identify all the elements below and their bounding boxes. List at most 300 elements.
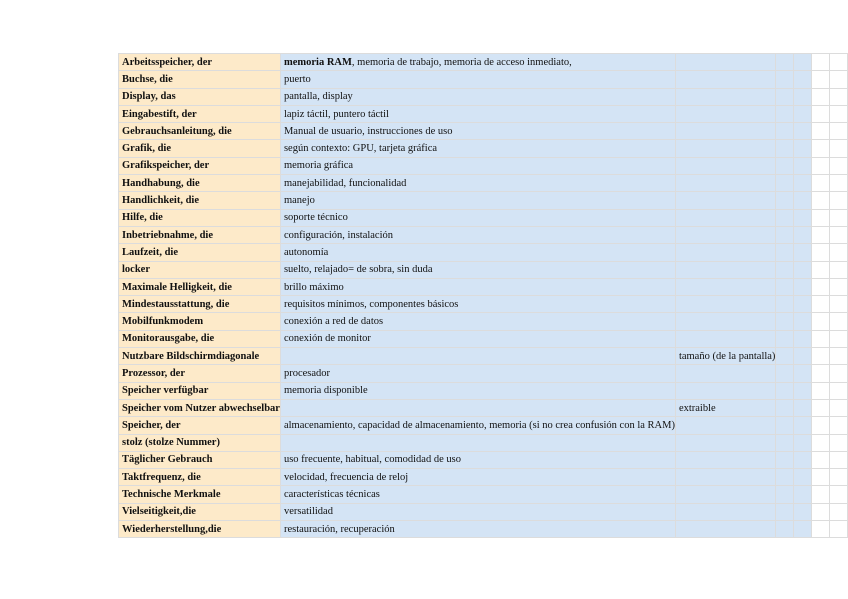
spanish-cell[interactable] bbox=[280, 486, 675, 503]
spanish-cell[interactable] bbox=[776, 244, 794, 261]
spanish-cell[interactable] bbox=[675, 209, 776, 226]
empty-cell[interactable] bbox=[830, 105, 848, 122]
empty-cell[interactable] bbox=[830, 382, 848, 399]
german-term-cell[interactable] bbox=[119, 348, 281, 365]
table-row bbox=[119, 451, 848, 468]
german-term: Display, das bbox=[122, 91, 176, 103]
spanish-cell[interactable] bbox=[776, 330, 794, 347]
spanish-cell[interactable] bbox=[794, 123, 812, 140]
german-term: Buchse, die bbox=[122, 73, 173, 85]
spanish-cell[interactable] bbox=[675, 123, 776, 140]
spanish-cell[interactable] bbox=[280, 88, 675, 105]
spanish-translation bbox=[284, 472, 408, 483]
german-term-cell[interactable] bbox=[119, 417, 281, 434]
spanish-cell[interactable] bbox=[280, 521, 675, 538]
spanish-cell[interactable] bbox=[675, 278, 776, 295]
german-term: Mobilfunkmodem bbox=[122, 316, 204, 328]
german-term-cell[interactable] bbox=[119, 382, 281, 399]
table-row bbox=[119, 469, 848, 486]
spanish-translation-text: versatilidad bbox=[283, 506, 333, 518]
spanish-cell[interactable] bbox=[776, 451, 794, 468]
spanish-cell[interactable] bbox=[794, 330, 812, 347]
empty-cell[interactable] bbox=[812, 503, 830, 520]
table-row bbox=[119, 382, 848, 399]
spanish-cell[interactable] bbox=[794, 486, 812, 503]
german-term: Taktfrequenz, die bbox=[122, 471, 201, 483]
spanish-cell[interactable] bbox=[280, 451, 675, 468]
empty-cell[interactable] bbox=[812, 157, 830, 174]
spanish-translation-text: conexión a red de datos bbox=[283, 316, 384, 328]
glossary-table bbox=[118, 53, 848, 538]
empty-cell[interactable] bbox=[830, 192, 848, 209]
spanish-cell[interactable] bbox=[675, 486, 776, 503]
empty-cell[interactable] bbox=[830, 71, 848, 88]
empty-cell[interactable] bbox=[830, 348, 848, 365]
empty-cell[interactable] bbox=[830, 330, 848, 347]
empty-cell[interactable] bbox=[830, 469, 848, 486]
german-term-cell[interactable] bbox=[119, 469, 281, 486]
empty-cell[interactable] bbox=[830, 486, 848, 503]
spanish-translation bbox=[284, 333, 371, 344]
spanish-cell[interactable] bbox=[280, 365, 675, 382]
spanish-translation-text: uso frecuente, habitual, comodidad de uso bbox=[283, 454, 461, 466]
spanish-translation-text: restauración, recuperación bbox=[283, 523, 395, 535]
german-term: Hilfe, die bbox=[122, 212, 163, 224]
table-row bbox=[119, 503, 848, 520]
spreadsheet bbox=[118, 53, 848, 538]
spanish-cell[interactable] bbox=[776, 105, 794, 122]
german-term: Speicher vom Nutzer abwechselbar bbox=[122, 402, 280, 414]
spanish-cell[interactable] bbox=[794, 175, 812, 192]
spanish-translation bbox=[284, 264, 433, 275]
empty-cell[interactable] bbox=[812, 451, 830, 468]
spanish-translation-text: velocidad, frecuencia de reloj bbox=[283, 471, 409, 483]
german-term-cell[interactable] bbox=[119, 399, 281, 416]
spanish-translation bbox=[284, 368, 330, 379]
spanish-translation-text: brillo máximo bbox=[283, 281, 344, 293]
empty-cell[interactable] bbox=[830, 226, 848, 243]
spanish-translation-text: lapiz táctil, puntero táctil bbox=[283, 108, 389, 120]
empty-cell[interactable] bbox=[812, 469, 830, 486]
spanish-cell[interactable] bbox=[280, 261, 675, 278]
german-term: Täglicher Gebrauch bbox=[122, 454, 213, 466]
spanish-translation-text: conexión de monitor bbox=[283, 333, 371, 345]
spanish-cell[interactable] bbox=[280, 157, 675, 174]
german-term-cell[interactable] bbox=[119, 278, 281, 295]
german-term: stolz (stolze Nummer) bbox=[122, 437, 220, 449]
empty-cell[interactable] bbox=[812, 382, 830, 399]
empty-cell[interactable] bbox=[812, 486, 830, 503]
spanish-cell[interactable] bbox=[794, 399, 812, 416]
spanish-translation bbox=[284, 385, 368, 396]
spanish-cell[interactable] bbox=[280, 175, 675, 192]
spanish-translation bbox=[679, 351, 776, 362]
spanish-cell[interactable] bbox=[280, 226, 675, 243]
table-row bbox=[119, 330, 848, 347]
german-term: Handhabung, die bbox=[122, 177, 200, 189]
empty-cell[interactable] bbox=[830, 399, 848, 416]
spanish-cell[interactable] bbox=[794, 278, 812, 295]
empty-cell[interactable] bbox=[830, 365, 848, 382]
spanish-translation-text: tamaño (de la pantalla) bbox=[678, 350, 776, 362]
spanish-translation-text: manejo bbox=[283, 195, 315, 207]
german-term-cell[interactable] bbox=[119, 157, 281, 174]
spanish-cell[interactable] bbox=[280, 434, 675, 451]
german-term-cell[interactable] bbox=[119, 175, 281, 192]
german-term-cell[interactable] bbox=[119, 330, 281, 347]
spanish-cell[interactable] bbox=[776, 521, 794, 538]
german-term-cell[interactable] bbox=[119, 226, 281, 243]
empty-cell[interactable] bbox=[830, 278, 848, 295]
spanish-cell[interactable] bbox=[675, 157, 776, 174]
spanish-cell[interactable] bbox=[794, 382, 812, 399]
empty-cell[interactable] bbox=[830, 209, 848, 226]
spanish-cell[interactable] bbox=[776, 399, 794, 416]
empty-cell[interactable] bbox=[830, 521, 848, 538]
german-term-cell[interactable] bbox=[119, 503, 281, 520]
spanish-cell[interactable] bbox=[776, 313, 794, 330]
empty-cell[interactable] bbox=[812, 434, 830, 451]
empty-cell[interactable] bbox=[812, 278, 830, 295]
spanish-cell[interactable] bbox=[280, 503, 675, 520]
spanish-cell[interactable] bbox=[794, 88, 812, 105]
spanish-cell[interactable] bbox=[280, 469, 675, 486]
spanish-cell[interactable] bbox=[280, 348, 675, 365]
table-row bbox=[119, 348, 848, 365]
empty-cell[interactable] bbox=[812, 54, 830, 71]
german-term: Vielseitigkeit,die bbox=[122, 506, 196, 518]
spanish-cell[interactable] bbox=[794, 451, 812, 468]
spanish-translation-text: procesador bbox=[283, 367, 331, 379]
spanish-translation bbox=[284, 57, 572, 68]
spanish-cell[interactable] bbox=[675, 365, 776, 382]
spanish-cell[interactable] bbox=[675, 521, 776, 538]
german-term-cell[interactable] bbox=[119, 88, 281, 105]
spanish-cell[interactable] bbox=[794, 521, 812, 538]
spanish-translation bbox=[284, 316, 383, 327]
spanish-cell[interactable] bbox=[280, 244, 675, 261]
german-term: Grafik, die bbox=[122, 143, 171, 155]
spanish-cell[interactable] bbox=[794, 157, 812, 174]
german-term: Maximale Helligkeit, die bbox=[122, 281, 232, 293]
spanish-cell[interactable] bbox=[776, 157, 794, 174]
empty-cell[interactable] bbox=[812, 330, 830, 347]
spanish-cell[interactable] bbox=[776, 54, 794, 71]
spanish-cell[interactable] bbox=[280, 296, 675, 313]
spanish-cell[interactable] bbox=[280, 192, 675, 209]
spanish-cell[interactable] bbox=[675, 192, 776, 209]
empty-cell[interactable] bbox=[812, 417, 830, 434]
spanish-translation-text: configuración, instalación bbox=[283, 229, 394, 241]
empty-cell[interactable] bbox=[812, 296, 830, 313]
spanish-translation-text: memoria disponible bbox=[283, 385, 368, 397]
empty-cell[interactable] bbox=[812, 261, 830, 278]
empty-cell[interactable] bbox=[830, 296, 848, 313]
spanish-cell[interactable] bbox=[675, 399, 776, 416]
table-row bbox=[119, 365, 848, 382]
spanish-cell[interactable] bbox=[776, 434, 794, 451]
spanish-cell[interactable] bbox=[794, 469, 812, 486]
german-term-cell[interactable] bbox=[119, 244, 281, 261]
german-term-cell[interactable] bbox=[119, 434, 281, 451]
spanish-translation-text: autonomía bbox=[283, 246, 329, 258]
german-term-cell[interactable] bbox=[119, 486, 281, 503]
empty-cell[interactable] bbox=[830, 313, 848, 330]
spanish-cell[interactable] bbox=[794, 54, 812, 71]
table-row bbox=[119, 209, 848, 226]
german-term-cell[interactable] bbox=[119, 192, 281, 209]
german-term: Speicher, der bbox=[122, 419, 181, 431]
spanish-cell[interactable] bbox=[776, 365, 794, 382]
spanish-cell[interactable] bbox=[794, 417, 812, 434]
table-row bbox=[119, 140, 848, 157]
empty-cell[interactable] bbox=[812, 244, 830, 261]
empty-cell[interactable] bbox=[812, 140, 830, 157]
spanish-translation-text: características técnicas bbox=[283, 489, 380, 501]
spanish-translation bbox=[284, 299, 458, 310]
spanish-cell[interactable] bbox=[776, 175, 794, 192]
spanish-cell[interactable] bbox=[776, 226, 794, 243]
spanish-cell[interactable] bbox=[675, 88, 776, 105]
spanish-cell[interactable] bbox=[675, 330, 776, 347]
spanish-cell[interactable] bbox=[280, 54, 675, 71]
empty-cell[interactable] bbox=[812, 365, 830, 382]
spanish-translation-text: Manual de usuario, instrucciones de uso bbox=[283, 125, 453, 137]
empty-cell[interactable] bbox=[830, 88, 848, 105]
spanish-cell[interactable] bbox=[675, 226, 776, 243]
spanish-cell[interactable] bbox=[280, 123, 675, 140]
spanish-translation-text: según contexto: GPU, tarjeta gráfica bbox=[283, 143, 438, 155]
spanish-cell[interactable] bbox=[280, 313, 675, 330]
spanish-translation bbox=[284, 178, 406, 189]
german-term-cell[interactable] bbox=[119, 209, 281, 226]
german-term: Speicher verfügbar bbox=[122, 385, 209, 397]
spanish-cell[interactable] bbox=[280, 330, 675, 347]
spanish-translation bbox=[284, 489, 380, 500]
empty-cell[interactable] bbox=[812, 71, 830, 88]
spanish-cell[interactable] bbox=[675, 434, 776, 451]
empty-cell[interactable] bbox=[812, 105, 830, 122]
spanish-translation-text: puerto bbox=[283, 73, 311, 85]
spanish-cell[interactable] bbox=[794, 209, 812, 226]
table-row bbox=[119, 175, 848, 192]
spanish-translation bbox=[284, 91, 353, 102]
table-row bbox=[119, 105, 848, 122]
empty-cell[interactable] bbox=[812, 175, 830, 192]
empty-cell[interactable] bbox=[812, 399, 830, 416]
spanish-translation bbox=[284, 524, 395, 535]
spanish-cell[interactable] bbox=[675, 54, 776, 71]
german-term-cell[interactable] bbox=[119, 71, 281, 88]
empty-cell[interactable] bbox=[830, 503, 848, 520]
table-row bbox=[119, 226, 848, 243]
empty-cell[interactable] bbox=[830, 417, 848, 434]
empty-cell[interactable] bbox=[812, 192, 830, 209]
table-row bbox=[119, 278, 848, 295]
german-term-cell[interactable] bbox=[119, 521, 281, 538]
empty-cell[interactable] bbox=[830, 261, 848, 278]
spanish-cell[interactable] bbox=[794, 244, 812, 261]
spanish-cell[interactable] bbox=[280, 417, 675, 434]
spanish-cell[interactable] bbox=[776, 503, 794, 520]
spanish-cell[interactable] bbox=[675, 71, 776, 88]
spanish-cell[interactable] bbox=[794, 71, 812, 88]
table-row bbox=[119, 417, 848, 434]
table-row bbox=[119, 486, 848, 503]
spanish-cell[interactable] bbox=[675, 261, 776, 278]
spanish-cell[interactable] bbox=[776, 382, 794, 399]
german-term: Arbeitsspeicher, der bbox=[122, 56, 213, 68]
empty-cell[interactable] bbox=[812, 88, 830, 105]
spanish-cell[interactable] bbox=[776, 417, 794, 434]
spanish-cell[interactable] bbox=[794, 192, 812, 209]
spanish-translation-text: extraible bbox=[678, 402, 716, 414]
spanish-translation bbox=[284, 195, 315, 206]
empty-cell[interactable] bbox=[830, 140, 848, 157]
spanish-cell[interactable] bbox=[280, 71, 675, 88]
german-term: Laufzeit, die bbox=[122, 246, 178, 258]
german-term-cell[interactable] bbox=[119, 451, 281, 468]
spanish-translation bbox=[284, 109, 389, 120]
spanish-cell[interactable] bbox=[794, 503, 812, 520]
spanish-cell[interactable] bbox=[675, 140, 776, 157]
empty-cell[interactable] bbox=[812, 209, 830, 226]
spanish-cell[interactable] bbox=[776, 348, 794, 365]
table-row bbox=[119, 192, 848, 209]
spanish-cell[interactable] bbox=[794, 365, 812, 382]
german-term: Nutzbare Bildschirmdiagonale bbox=[122, 350, 260, 362]
spanish-cell[interactable] bbox=[776, 261, 794, 278]
spanish-cell[interactable] bbox=[675, 296, 776, 313]
table-row bbox=[119, 244, 848, 261]
empty-cell[interactable] bbox=[830, 244, 848, 261]
spanish-cell[interactable] bbox=[675, 451, 776, 468]
empty-cell[interactable] bbox=[812, 123, 830, 140]
spanish-cell[interactable] bbox=[776, 71, 794, 88]
german-term-cell[interactable] bbox=[119, 365, 281, 382]
spanish-cell[interactable] bbox=[776, 469, 794, 486]
spanish-translation bbox=[679, 403, 716, 414]
german-term-cell[interactable] bbox=[119, 313, 281, 330]
german-term-cell[interactable] bbox=[119, 261, 281, 278]
german-term: Monitorausgabe, die bbox=[122, 333, 215, 345]
empty-cell[interactable] bbox=[830, 123, 848, 140]
german-term: Eingabestift, der bbox=[122, 108, 197, 120]
table-row bbox=[119, 88, 848, 105]
spanish-translation-text: memoria gráfica bbox=[283, 160, 354, 172]
spanish-translation-text: suelto, relajado= de sobra, sin duda bbox=[283, 264, 433, 276]
spanish-cell[interactable] bbox=[776, 140, 794, 157]
table-row bbox=[119, 71, 848, 88]
spanish-cell[interactable] bbox=[794, 261, 812, 278]
spanish-translation bbox=[284, 74, 311, 85]
empty-cell[interactable] bbox=[830, 157, 848, 174]
table-row bbox=[119, 434, 848, 451]
german-term: Wiederherstellung,die bbox=[122, 523, 222, 535]
empty-cell[interactable] bbox=[830, 175, 848, 192]
spanish-cell[interactable] bbox=[776, 486, 794, 503]
spanish-cell[interactable] bbox=[776, 278, 794, 295]
german-term-cell[interactable] bbox=[119, 296, 281, 313]
spanish-cell[interactable] bbox=[675, 244, 776, 261]
spanish-cell[interactable] bbox=[675, 313, 776, 330]
table-row bbox=[119, 296, 848, 313]
spanish-translation-bold: memoria RAM bbox=[283, 56, 352, 68]
german-term: Mindestausstattung, die bbox=[122, 298, 230, 310]
empty-cell[interactable] bbox=[812, 521, 830, 538]
spanish-cell[interactable] bbox=[280, 105, 675, 122]
spanish-cell[interactable] bbox=[776, 192, 794, 209]
german-term: Prozessor, der bbox=[122, 367, 185, 379]
spanish-cell[interactable] bbox=[794, 140, 812, 157]
spanish-cell[interactable] bbox=[776, 123, 794, 140]
spanish-translation bbox=[284, 212, 348, 223]
spanish-translation bbox=[284, 247, 328, 258]
spanish-translation bbox=[284, 160, 353, 171]
spanish-translation bbox=[284, 454, 461, 465]
spanish-cell[interactable] bbox=[794, 313, 812, 330]
spanish-cell[interactable] bbox=[675, 469, 776, 486]
spanish-cell[interactable] bbox=[794, 296, 812, 313]
spanish-cell[interactable] bbox=[776, 209, 794, 226]
german-term-cell[interactable] bbox=[119, 123, 281, 140]
spanish-cell[interactable] bbox=[675, 382, 776, 399]
spanish-cell[interactable] bbox=[280, 209, 675, 226]
empty-cell[interactable] bbox=[812, 313, 830, 330]
empty-cell[interactable] bbox=[830, 54, 848, 71]
spanish-cell[interactable] bbox=[280, 382, 675, 399]
spanish-cell[interactable] bbox=[675, 348, 776, 365]
spanish-translation-text: almacenamiento, capacidad de almacenamiento, memoria (si no crea confusión con la RAM) bbox=[283, 419, 675, 431]
empty-cell[interactable] bbox=[812, 226, 830, 243]
german-term-cell[interactable] bbox=[119, 140, 281, 157]
table-row bbox=[119, 123, 848, 140]
spanish-cell[interactable] bbox=[280, 399, 675, 416]
german-term: locker bbox=[122, 264, 150, 276]
table-row bbox=[119, 157, 848, 174]
spanish-translation bbox=[284, 230, 393, 241]
german-term: Inbetriebnahme, die bbox=[122, 229, 214, 241]
spanish-cell[interactable] bbox=[776, 296, 794, 313]
spanish-cell[interactable] bbox=[675, 417, 776, 434]
spanish-cell[interactable] bbox=[794, 434, 812, 451]
spanish-translation-text: pantalla, display bbox=[283, 91, 353, 103]
spanish-cell[interactable] bbox=[280, 140, 675, 157]
table-row bbox=[119, 54, 848, 71]
german-term: Grafikspeicher, der bbox=[122, 160, 210, 172]
spanish-translation bbox=[284, 282, 344, 293]
spanish-cell[interactable] bbox=[675, 503, 776, 520]
spanish-cell[interactable] bbox=[675, 105, 776, 122]
table-row bbox=[119, 261, 848, 278]
spanish-translation bbox=[284, 420, 675, 431]
empty-cell[interactable] bbox=[830, 434, 848, 451]
german-term-cell[interactable] bbox=[119, 54, 281, 71]
spanish-cell[interactable] bbox=[794, 348, 812, 365]
empty-cell[interactable] bbox=[812, 348, 830, 365]
german-term-cell[interactable] bbox=[119, 105, 281, 122]
spanish-cell[interactable] bbox=[794, 105, 812, 122]
table-row bbox=[119, 399, 848, 416]
spanish-cell[interactable] bbox=[794, 226, 812, 243]
spanish-translation-text: , memoria de trabajo, memoria de acceso inmediato, bbox=[351, 56, 572, 68]
spanish-cell[interactable] bbox=[280, 278, 675, 295]
table-row bbox=[119, 521, 848, 538]
spanish-translation bbox=[284, 143, 437, 154]
empty-cell[interactable] bbox=[830, 451, 848, 468]
spanish-cell[interactable] bbox=[675, 175, 776, 192]
spanish-cell[interactable] bbox=[776, 88, 794, 105]
